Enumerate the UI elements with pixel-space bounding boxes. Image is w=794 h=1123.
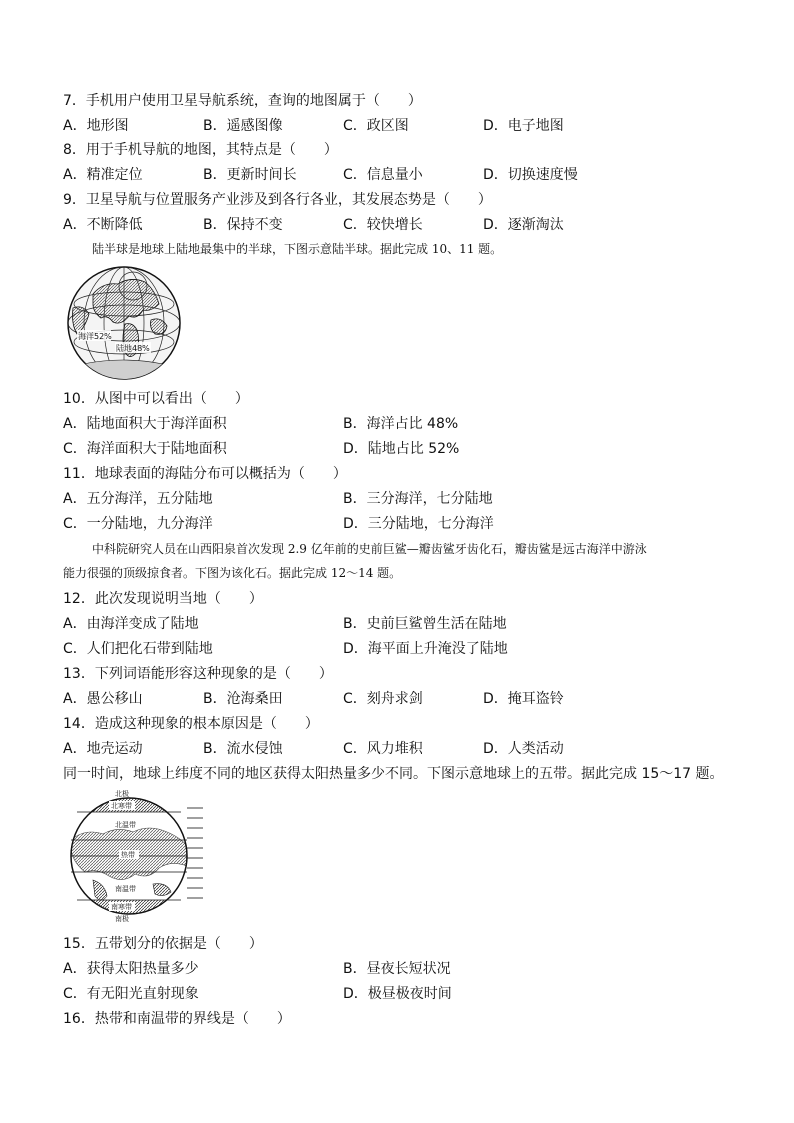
q12-option-c: C．人们把化石带到陆地 [63, 641, 213, 657]
q9-option-c: C．较快增长 [343, 217, 423, 233]
land-percent-label: 陆地48% [116, 344, 150, 353]
q14-option-a: A．地壳运动 [63, 741, 143, 757]
q7-option-b: B．遥感图像 [203, 118, 283, 134]
question-8-stem: 8．用于手机导航的地图，其特点是（ ） [63, 142, 338, 158]
five-zones-globe [63, 788, 205, 922]
q10-option-b: B．海洋占比 48% [343, 416, 459, 432]
q7-option-c: C．政区图 [343, 118, 409, 134]
question-15-stem: 15．五带划分的依据是（ ） [63, 936, 263, 952]
q9-option-d: D．逐渐淘汰 [483, 217, 564, 233]
south-frigid-zone-label: 南寒带 [111, 903, 132, 911]
q13-option-d: D．掩耳盗铃 [483, 691, 564, 707]
q10-option-d: D．陆地占比 52% [343, 441, 460, 457]
q7-option-d: D．电子地图 [483, 118, 564, 134]
intro-12-14-line1: 中科院研究人员在山西阳泉首次发现 2.9 亿年前的史前巨鲨—瓣齿鲨牙齿化石，瓣齿鲨是远古海洋中游泳 [92, 542, 647, 556]
q8-option-c: C．信息量小 [343, 167, 423, 183]
question-13-stem: 13．下列词语能形容这种现象的是（ ） [63, 666, 333, 682]
question-12-stem: 12．此次发现说明当地（ ） [63, 591, 263, 607]
question-16-stem: 16．热带和南温带的界线是（ ） [63, 1011, 291, 1027]
q15-option-d: D．极昼极夜时间 [343, 986, 452, 1002]
land-hemisphere-globe [63, 264, 185, 382]
q15-option-b: B．昼夜长短状况 [343, 961, 451, 977]
question-14-stem: 14．造成这种现象的根本原因是（ ） [63, 716, 319, 732]
q14-option-d: D．人类活动 [483, 741, 564, 757]
intro-15-17: 同一时间，地球上纬度不同的地区获得太阳热量多少不同。下图示意地球上的五带。据此完成 15～17 题。 [63, 766, 724, 782]
north-pole-label: 北极 [115, 790, 129, 798]
q8-option-d: D．切换速度慢 [483, 167, 578, 183]
q8-option-a: A．精准定位 [63, 167, 143, 183]
q7-option-a: A．地形图 [63, 118, 129, 134]
q12-option-d: D．海平面上升淹没了陆地 [343, 641, 508, 657]
q10-option-a: A．陆地面积大于海洋面积 [63, 416, 227, 432]
intro-12-14-line2: 能力很强的顶级掠食者。下图为该化石。据此完成 12～14 题。 [63, 566, 402, 580]
q9-option-b: B．保持不变 [203, 217, 283, 233]
north-frigid-zone-label: 北寒带 [111, 802, 132, 810]
q9-option-a: A．不断降低 [63, 217, 143, 233]
q11-option-a: A．五分海洋，五分陆地 [63, 491, 213, 507]
question-9-stem: 9．卫星导航与位置服务产业涉及到各行各业，其发展态势是（ ） [63, 192, 492, 208]
q11-option-d: D．三分陆地，七分海洋 [343, 516, 494, 532]
south-pole-label: 南极 [115, 915, 129, 922]
q14-option-b: B．流水侵蚀 [203, 741, 283, 757]
q10-option-c: C．海洋面积大于陆地面积 [63, 441, 227, 457]
tropical-zone-label: 热带 [121, 851, 135, 859]
q11-option-c: C．一分陆地，九分海洋 [63, 516, 213, 532]
q13-option-a: A．愚公移山 [63, 691, 143, 707]
north-temperate-zone-label: 北温带 [115, 821, 136, 829]
question-7-stem: 7．手机用户使用卫星导航系统，查询的地图属于（ ） [63, 93, 422, 109]
intro-10-11: 陆半球是地球上陆地最集中的半球，下图示意陆半球。据此完成 10、11 题。 [92, 242, 503, 256]
q13-option-b: B．沧海桑田 [203, 691, 283, 707]
q8-option-b: B．更新时间长 [203, 167, 297, 183]
q12-option-a: A．由海洋变成了陆地 [63, 616, 199, 632]
q13-option-c: C．刻舟求剑 [343, 691, 423, 707]
five-zones-figure [63, 788, 205, 922]
south-temperate-zone-label: 南温带 [115, 885, 136, 893]
question-11-stem: 11．地球表面的海陆分布可以概括为（ ） [63, 466, 347, 482]
q12-option-b: B．史前巨鲨曾生活在陆地 [343, 616, 507, 632]
q14-option-c: C．风力堆积 [343, 741, 423, 757]
q15-option-a: A．获得太阳热量多少 [63, 961, 199, 977]
ocean-percent-label: 海洋52% [78, 332, 112, 341]
land-hemisphere-figure [63, 264, 185, 382]
q11-option-b: B．三分海洋，七分陆地 [343, 491, 493, 507]
question-10-stem: 10．从图中可以看出（ ） [63, 391, 249, 407]
q15-option-c: C．有无阳光直射现象 [63, 986, 199, 1002]
